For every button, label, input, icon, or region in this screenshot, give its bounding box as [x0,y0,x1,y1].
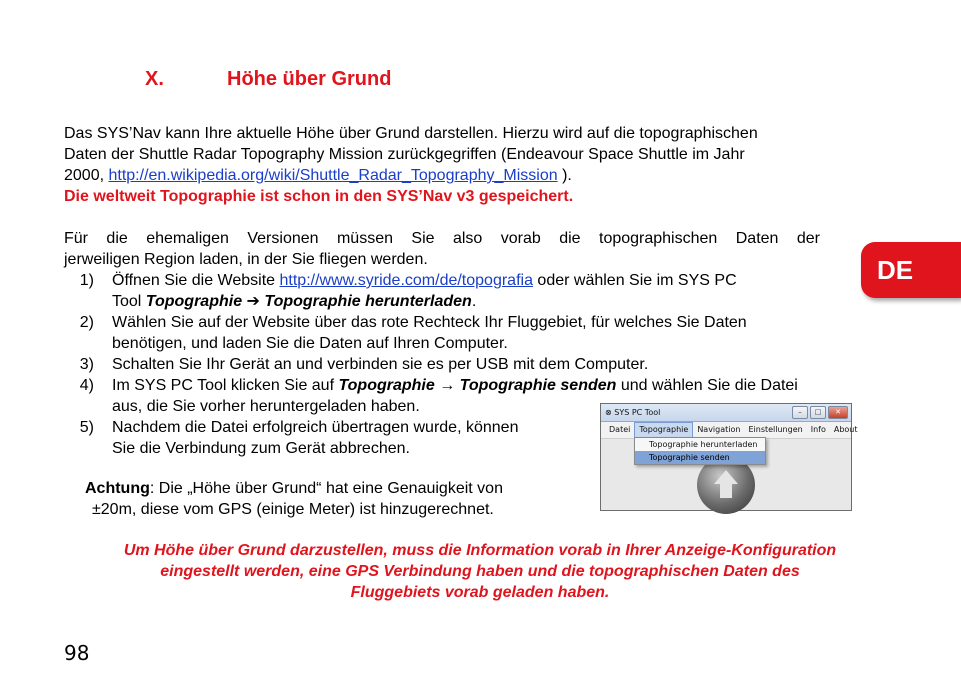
menu-info[interactable]: Info [810,425,826,434]
menu-einstellungen[interactable]: Einstellungen [748,425,803,434]
menu-navigation[interactable]: Navigation [697,425,741,434]
arrow-right-icon: → [434,377,460,394]
minimize-icon[interactable]: – [792,406,808,419]
topographie-dropdown [634,437,766,465]
sys-pc-tool-screenshot [600,403,858,511]
para-previous-versions [64,228,820,270]
wikipedia-link[interactable]: http://en.wikipedia.org/wiki/Shuttle_Radar_Topography_Mission [108,167,558,184]
menu-topographie[interactable]: Topographie [634,422,693,438]
steps-list: 1) Öffnen Sie die Website http://www.syride.com/de/topografia oder wählen Sie im SYS PC Tool Topographie ➔ Topographie herunterladen. 2) Wählen Sie auf der Website über das rote Rechteck Ihr Fluggebiet, für welches Sie Daten benötigen, und laden Sie die Daten auf Ihren Computer. 3) Schalten Sie Ihr Gerät an und verbinden sie es per USB mit dem Computer. 4) Im SYS PC Tool klicken Sie auf Topographie → Topographie senden und wählen Sie die Datei aus, die Sie vorher heruntergeladen haben. 5) Nachdem die Datei erfolgreich übertragen wurde, können Sie die Verbindung zum Gerät abbrechen. [79,272,798,457]
maximize-icon[interactable]: □ [810,406,826,419]
menu-item-download[interactable]: Topographie herunterladen [649,440,758,449]
section-title [145,68,391,91]
window-titlebar: ⊗ SYS PC Tool [601,404,851,422]
note-label: Achtung [85,480,150,497]
accuracy-note: Achtung: Die „Höhe über Grund“ hat eine Genauigkeit von ±20m, diese vom GPS (einige Meter) ist hinzugerechnet. [85,480,503,518]
section-number: X. [145,68,164,90]
menu-about[interactable]: About [833,425,858,434]
section-heading: Höhe über Grund [227,68,392,90]
menu-item-send[interactable]: Topographie senden [635,451,765,464]
page-number: 98 [64,641,90,665]
close-icon[interactable]: ✕ [828,406,848,419]
app-icon: ⊗ [605,408,615,417]
intro-paragraph [64,123,758,207]
para-line: Für die ehemaligen Versionen müssen Sie also vorab die topographischen Daten der [64,230,820,247]
menu-datei[interactable]: Datei [609,425,631,434]
intro-line: Daten der Shuttle Radar Topography Mission zurückgegriffen (Endeavour Space Shuttle im Jahr [64,146,745,163]
syride-link[interactable]: http://www.syride.com/de/topografia [279,272,533,289]
intro-highlight: Die weltweit Topographie ist schon in den SYS’Nav v3 gespeichert. [64,188,574,205]
para-line: jerweiligen Region laden, in der Sie fliegen werden. [64,251,428,268]
arrow-right-icon: ➔ [246,293,260,310]
language-tab: DE [861,242,961,298]
warning-paragraph: Um Höhe über Grund darzustellen, muss die Information vorab in Ihrer Anzeige-Konfiguration eingestellt werden, eine GPS Verbindung haben und die topographischen Daten des Fluggebiets vorab geladen haben. [123,542,837,601]
intro-line: 2000, http://en.wikipedia.org/wiki/Shuttle_Radar_Topography_Mission ). [64,167,572,184]
intro-line: Das SYS’Nav kann Ihre aktuelle Höhe über Grund darstellen. Hierzu wird auf die topographischen [64,125,758,142]
